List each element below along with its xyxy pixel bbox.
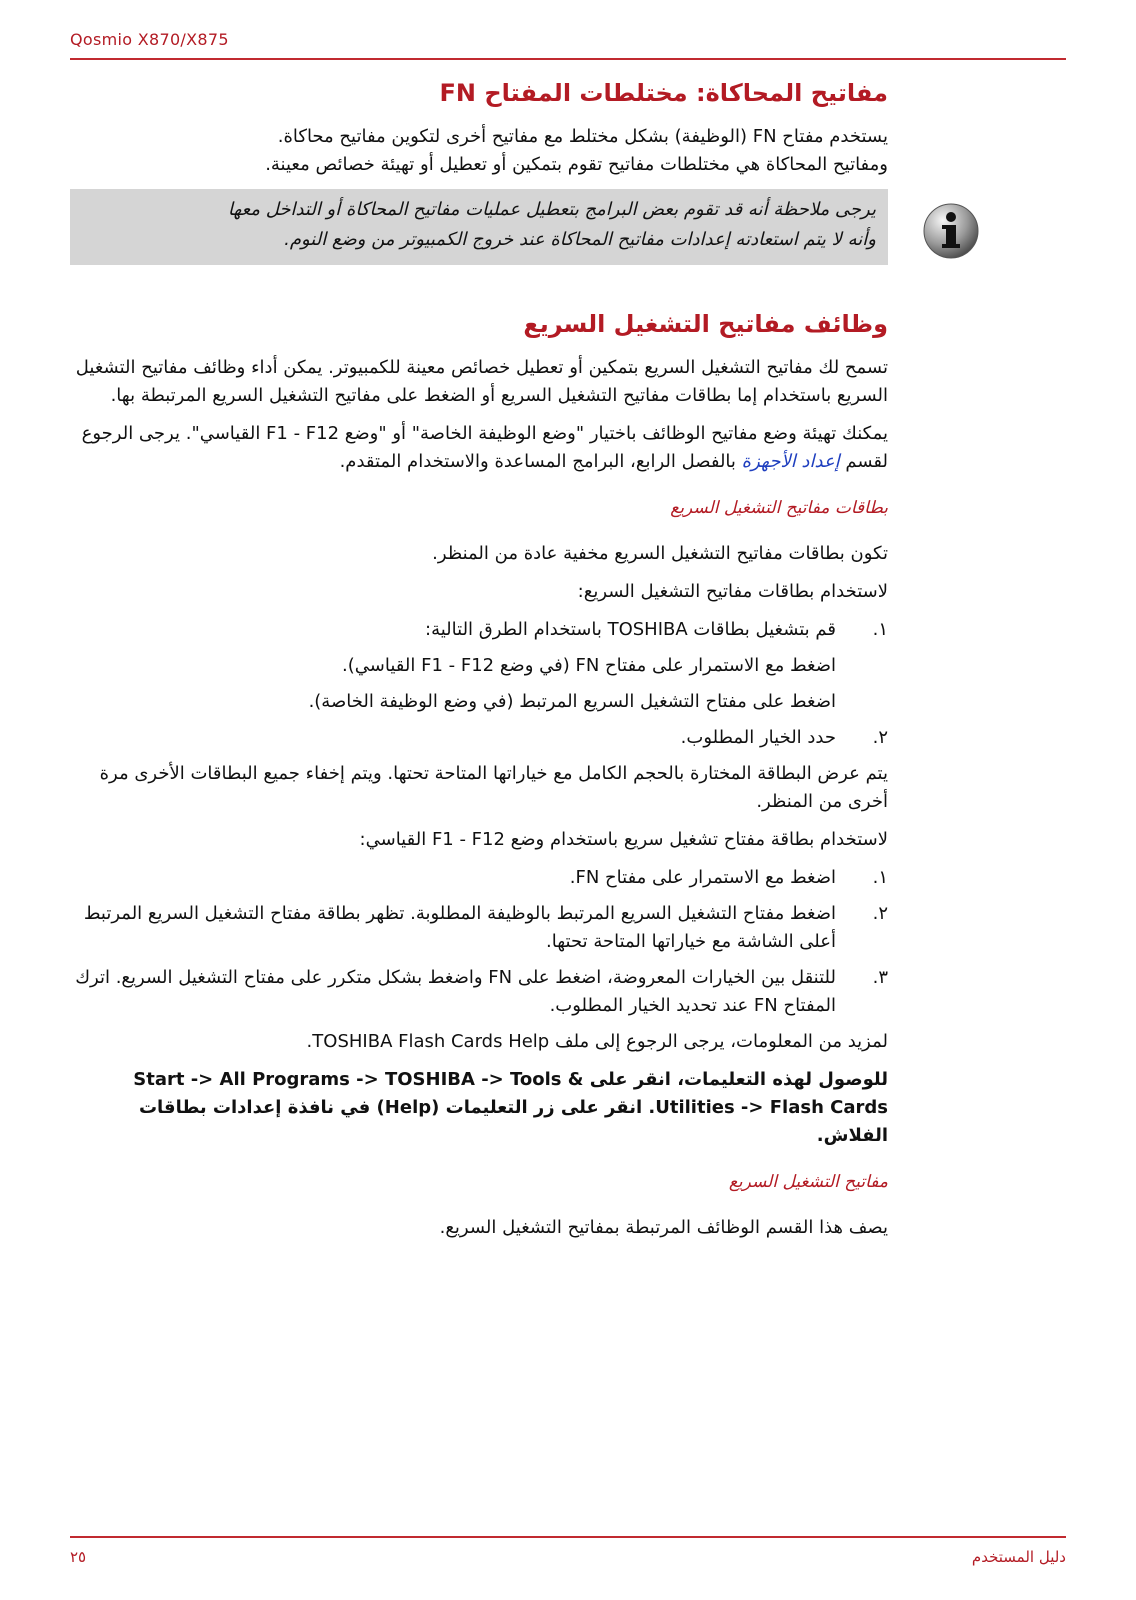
- page-number: ٢٥: [70, 1548, 87, 1566]
- footer-rule: [70, 1536, 1066, 1538]
- paragraph: لمزيد من المعلومات، يرجى الرجوع إلى ملف TOSHIBA Flash Cards Help.: [306, 1031, 888, 1053]
- document-model-header: Qosmio X870/X875: [70, 30, 229, 49]
- paragraph: يتم عرض البطاقة المختارة بالحجم الكامل مع خياراتها المتاحة تحتها. ويتم إخفاء جميع البطاقات الأخرى مرة أخرى من المنظر.: [99, 763, 888, 813]
- text-run: يمكنك تهيئة وضع مفاتيح الوظائف باختيار "وضع الوظيفة الخاصة" أو "وضع F1 - F12 القياسي". يرجى الرجوع لقسم: [81, 423, 888, 473]
- list-item: [70, 652, 888, 680]
- list-number: ١.: [872, 867, 888, 889]
- numbered-list: [70, 864, 888, 1020]
- hardware-setup-link[interactable]: إعداد الأجهزة: [741, 451, 840, 473]
- numbered-list: [70, 616, 888, 752]
- list-number: ٢.: [872, 903, 888, 925]
- text-run: بالفصل الرابع، البرامج المساعدة والاستخدام المتقدم.: [339, 451, 742, 473]
- list-text: اضغط مفتاح التشغيل السريع المرتبط بالوظيفة المطلوبة. تظهر بطاقة مفتاح التشغيل السريع المرتبط أعلى الشاشة مع خياراتها المتاحة تحتها.: [83, 903, 836, 953]
- list-item: [70, 964, 888, 1020]
- list-text: للتنقل بين الخيارات المعروضة، اضغط على FN واضغط بشكل متكرر على مفتاح التشغيل السريع. اترك المفتاح FN عند تحديد الخيار المطلوب.: [75, 967, 836, 1017]
- section-title-hotkey-functions: وظائف مفاتيح التشغيل السريع: [523, 310, 888, 339]
- page-content: [70, 58, 888, 1252]
- note-line: وأنه لا يتم استعادته إعدادات مفاتيح المحاكاة عند خروج الكمبيوتر من وضع النوم.: [284, 229, 876, 251]
- paragraph: تسمح لك مفاتيح التشغيل السريع بتمكين أو تعطيل خصائص معينة للكمبيوتر. يمكن أداء وظائف مفاتيح التشغيل السريع باستخدام إما بطاقات مفاتيح التشغيل السريع أو الضغط على مفاتيح التشغيل السريع المرتبطة بها.: [75, 357, 888, 407]
- note-line: يرجى ملاحظة أنه قد تقوم بعض البرامج بتعطيل عمليات مفاتيح المحاكاة أو التداخل معها: [227, 199, 876, 221]
- list-text: حدد الخيار المطلوب.: [680, 727, 836, 749]
- text-line: يستخدم مفتاح FN (الوظيفة) بشكل مختلط مع مفاتيح أخرى لتكوين مفاتيح محاكاة.: [277, 126, 888, 148]
- note-box: [70, 189, 888, 265]
- paragraph: تكون بطاقات مفاتيح التشغيل السريع مخفية عادة من المنظر.: [432, 543, 888, 565]
- list-text: قم بتشغيل بطاقات TOSHIBA باستخدام الطرق التالية:: [425, 619, 836, 641]
- paragraph: لاستخدام بطاقة مفتاح تشغيل سريع باستخدام وضع F1 - F12 القياسي:: [359, 829, 888, 851]
- list-text: اضغط مع الاستمرار على مفتاح FN (في وضع F1 - F12 القياسي).: [342, 655, 836, 677]
- list-number: ٢.: [872, 727, 888, 749]
- list-text: اضغط مع الاستمرار على مفتاح FN.: [569, 867, 836, 889]
- list-item: [70, 900, 888, 956]
- paragraph: لاستخدام بطاقات مفاتيح التشغيل السريع:: [577, 581, 888, 603]
- paragraph: يصف هذا القسم الوظائف المرتبطة بمفاتيح التشغيل السريع.: [439, 1217, 888, 1239]
- guide-name: دليل المستخدم: [971, 1548, 1066, 1566]
- list-item: [70, 688, 888, 716]
- list-number: ٣.: [872, 967, 888, 989]
- subsection-title-hotkeys: مفاتيح التشغيل السريع: [728, 1172, 888, 1193]
- info-icon: [922, 202, 980, 260]
- text-line: ومفاتيح المحاكاة هي مختلطات مفاتيح تقوم بتمكين أو تعطيل أو تهيئة خصائص معينة.: [265, 154, 888, 176]
- list-number: ١.: [872, 619, 888, 641]
- list-item: [70, 864, 888, 892]
- list-text: اضغط على مفتاح التشغيل السريع المرتبط (في وضع الوظيفة الخاصة).: [308, 691, 836, 713]
- paragraph: [70, 420, 888, 476]
- list-item: [70, 616, 888, 644]
- section-title-emulation-keys: مفاتيح المحاكاة: مختلطات المفتاح FN: [439, 79, 888, 107]
- subsection-title-hotkey-cards: بطاقات مفاتيح التشغيل السريع: [670, 498, 888, 519]
- paragraph: للوصول لهذه التعليمات، انقر على Start -> All Programs -> TOSHIBA -> Tools & Utilities -> Flash Cards. انقر على زر التعليمات (Help) في نافذة إعدادات بطاقات الفلاش.: [133, 1069, 888, 1147]
- list-item: [70, 724, 888, 752]
- paragraph: [70, 123, 888, 179]
